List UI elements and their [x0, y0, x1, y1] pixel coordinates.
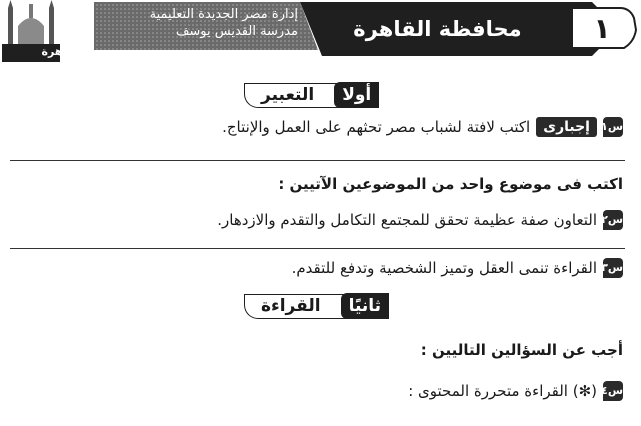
question-3: [292, 257, 623, 279]
divider: [10, 160, 625, 161]
question-text: التعاون صفة عظيمة تحقق للمجتمع التكامل والتقدم والازدهار.: [217, 211, 597, 229]
question-2: [217, 209, 623, 231]
question-mark-icon: س٢: [603, 210, 623, 230]
question-4: [408, 380, 623, 402]
section-reading-pill: [244, 293, 389, 319]
question-text: اكتب لافتة لشباب مصر تحثهم على العمل والإنتاج.: [222, 118, 531, 136]
question-1: [222, 116, 623, 138]
administration-block: [98, 6, 298, 40]
instruction-2: أجب عن السؤالين التاليين :: [420, 341, 623, 359]
section-label: التعبير: [244, 83, 340, 108]
logo-caption: القاهرة: [41, 45, 83, 58]
section-expression-pill: [244, 82, 379, 108]
admin-name: إدارة مصر الجديدة التعليمية: [149, 7, 298, 22]
school-name: مدرسة القديس يوسف: [175, 24, 298, 39]
governorate-title: محافظة القاهرة: [353, 17, 522, 41]
section-label: القراءة: [244, 294, 347, 319]
question-mark-icon: س٤: [603, 381, 623, 401]
question-text: (✻) القراءة متحررة المحتوى :: [408, 382, 597, 400]
mandatory-tag: إجبارى: [536, 117, 597, 137]
question-mark-icon: س٣: [603, 258, 623, 278]
question-text: القراءة تنمى العقل وتميز الشخصية وتدفع للتقدم.: [291, 259, 597, 277]
question-mark-icon: س١: [603, 117, 623, 137]
header-banner: [0, 0, 641, 64]
section-number: ثانيًا: [341, 293, 389, 319]
instruction-1: اكتب فى موضوع واحد من الموضوعين الآتيين :: [278, 175, 623, 193]
unit-number-badge: ١: [593, 12, 611, 45]
divider: [10, 248, 625, 249]
section-number: أولا: [334, 82, 379, 108]
